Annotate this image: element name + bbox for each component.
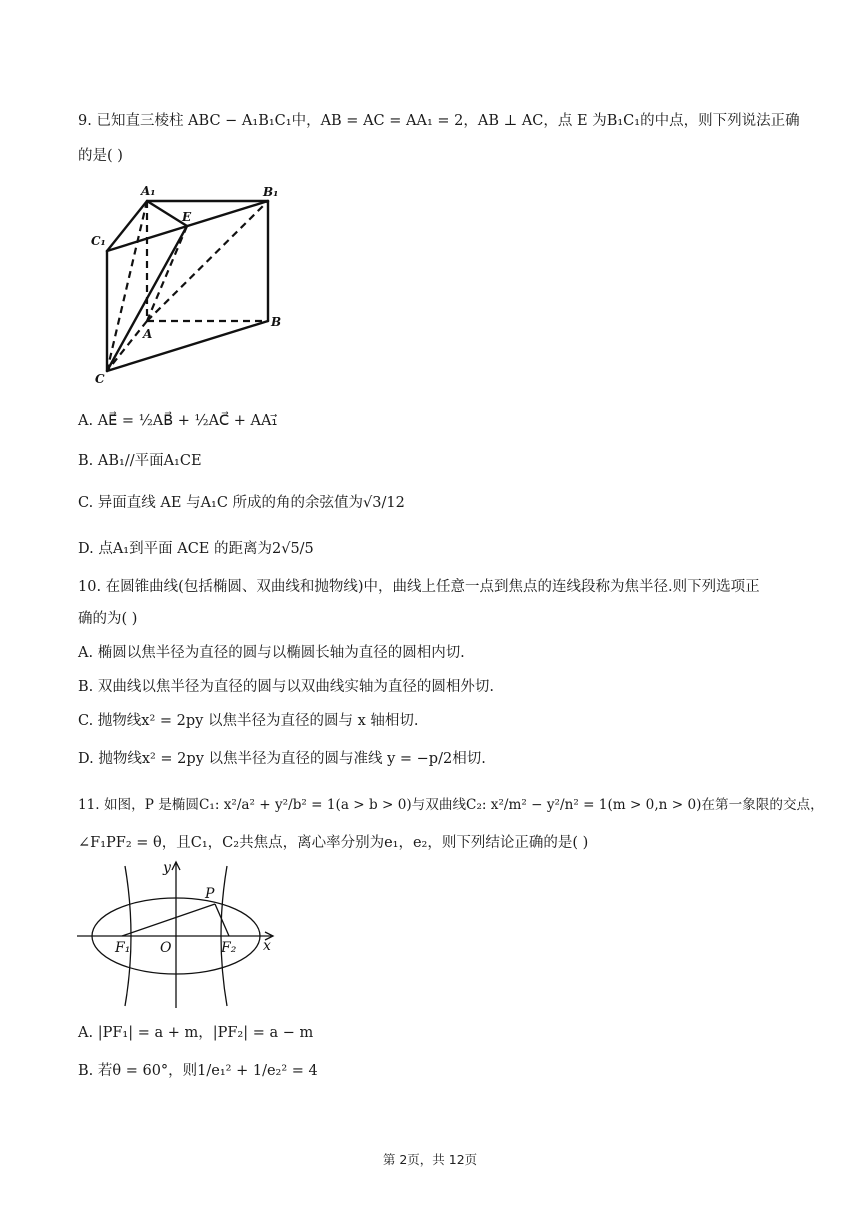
q9-option-a: A. AE⃗ = ½AB⃗ + ½AC⃗ + AA₁⃗ xyxy=(78,413,278,429)
label-x: x xyxy=(263,938,271,954)
conic-figure xyxy=(75,858,285,1013)
prism-figure xyxy=(85,183,295,393)
label-A1: A₁ xyxy=(141,184,156,198)
q10-option-a: A. 椭圆以焦半径为直径的圆与以椭圆长轴为直径的圆相内切. xyxy=(78,645,465,661)
q10-option-b: B. 双曲线以焦半径为直径的圆与以双曲线实轴为直径的圆相外切. xyxy=(78,679,494,695)
q9-option-d: D. 点A₁到平面 ACE 的距离为2√5/5 xyxy=(78,541,314,557)
label-F2: F₂ xyxy=(221,940,237,956)
q9-stem-line1: 9. 已知直三棱柱 ABC − A₁B₁C₁中，AB = AC = AA₁ = 2，AB ⊥ AC，点 E 为B₁C₁的中点，则下列说法正确 xyxy=(78,113,800,129)
label-A: A xyxy=(143,327,153,341)
q11-option-a: A. |PF₁| = a + m，|PF₂| = a − m xyxy=(78,1025,314,1041)
label-P: P xyxy=(205,886,215,902)
label-C: C xyxy=(95,372,105,386)
q10-option-d: D. 抛物线x² = 2py 以焦半径为直径的圆与准线 y = −p/2相切. xyxy=(78,751,486,767)
q9-option-b: B. AB₁//平面A₁CE xyxy=(78,453,202,469)
q9-stem-line2: 的是( ) xyxy=(78,148,123,164)
q11-stem-line1: 11. 如图，P 是椭圆C₁: x²/a² + y²/b² = 1(a > b > 0)与双曲线C₂: x²/m² − y²/n² = 1(m > 0,n > 0)在第一象限的交点， xyxy=(78,797,824,813)
page-footer: 第 2页，共 12页 xyxy=(382,1152,478,1167)
label-y: y xyxy=(163,860,171,876)
label-B: B xyxy=(271,315,282,329)
label-E: E xyxy=(182,210,192,224)
q11-stem-line2: ∠F₁PF₂ = θ，且C₁，C₂共焦点，离心率分别为e₁，e₂，则下列结论正确的是( ) xyxy=(78,835,589,851)
label-F1: F₁ xyxy=(115,940,131,956)
q10-stem-line2: 确的为( ) xyxy=(78,611,138,627)
label-B1: B₁ xyxy=(263,185,279,199)
q9-option-c: C. 异面直线 AE 与A₁C 所成的角的余弦值为√3/12 xyxy=(78,495,405,511)
label-C1: C₁ xyxy=(91,234,106,248)
q10-stem-line1: 10. 在圆锥曲线(包括椭圆、双曲线和抛物线)中，曲线上任意一点到焦点的连线段称为焦半径.则下列选项正 xyxy=(78,579,760,595)
label-O: O xyxy=(160,940,172,956)
q10-option-c: C. 抛物线x² = 2py 以焦半径为直径的圆与 x 轴相切. xyxy=(78,713,419,729)
q11-option-b: B. 若θ = 60°，则1/e₁² + 1/e₂² = 4 xyxy=(78,1063,318,1079)
